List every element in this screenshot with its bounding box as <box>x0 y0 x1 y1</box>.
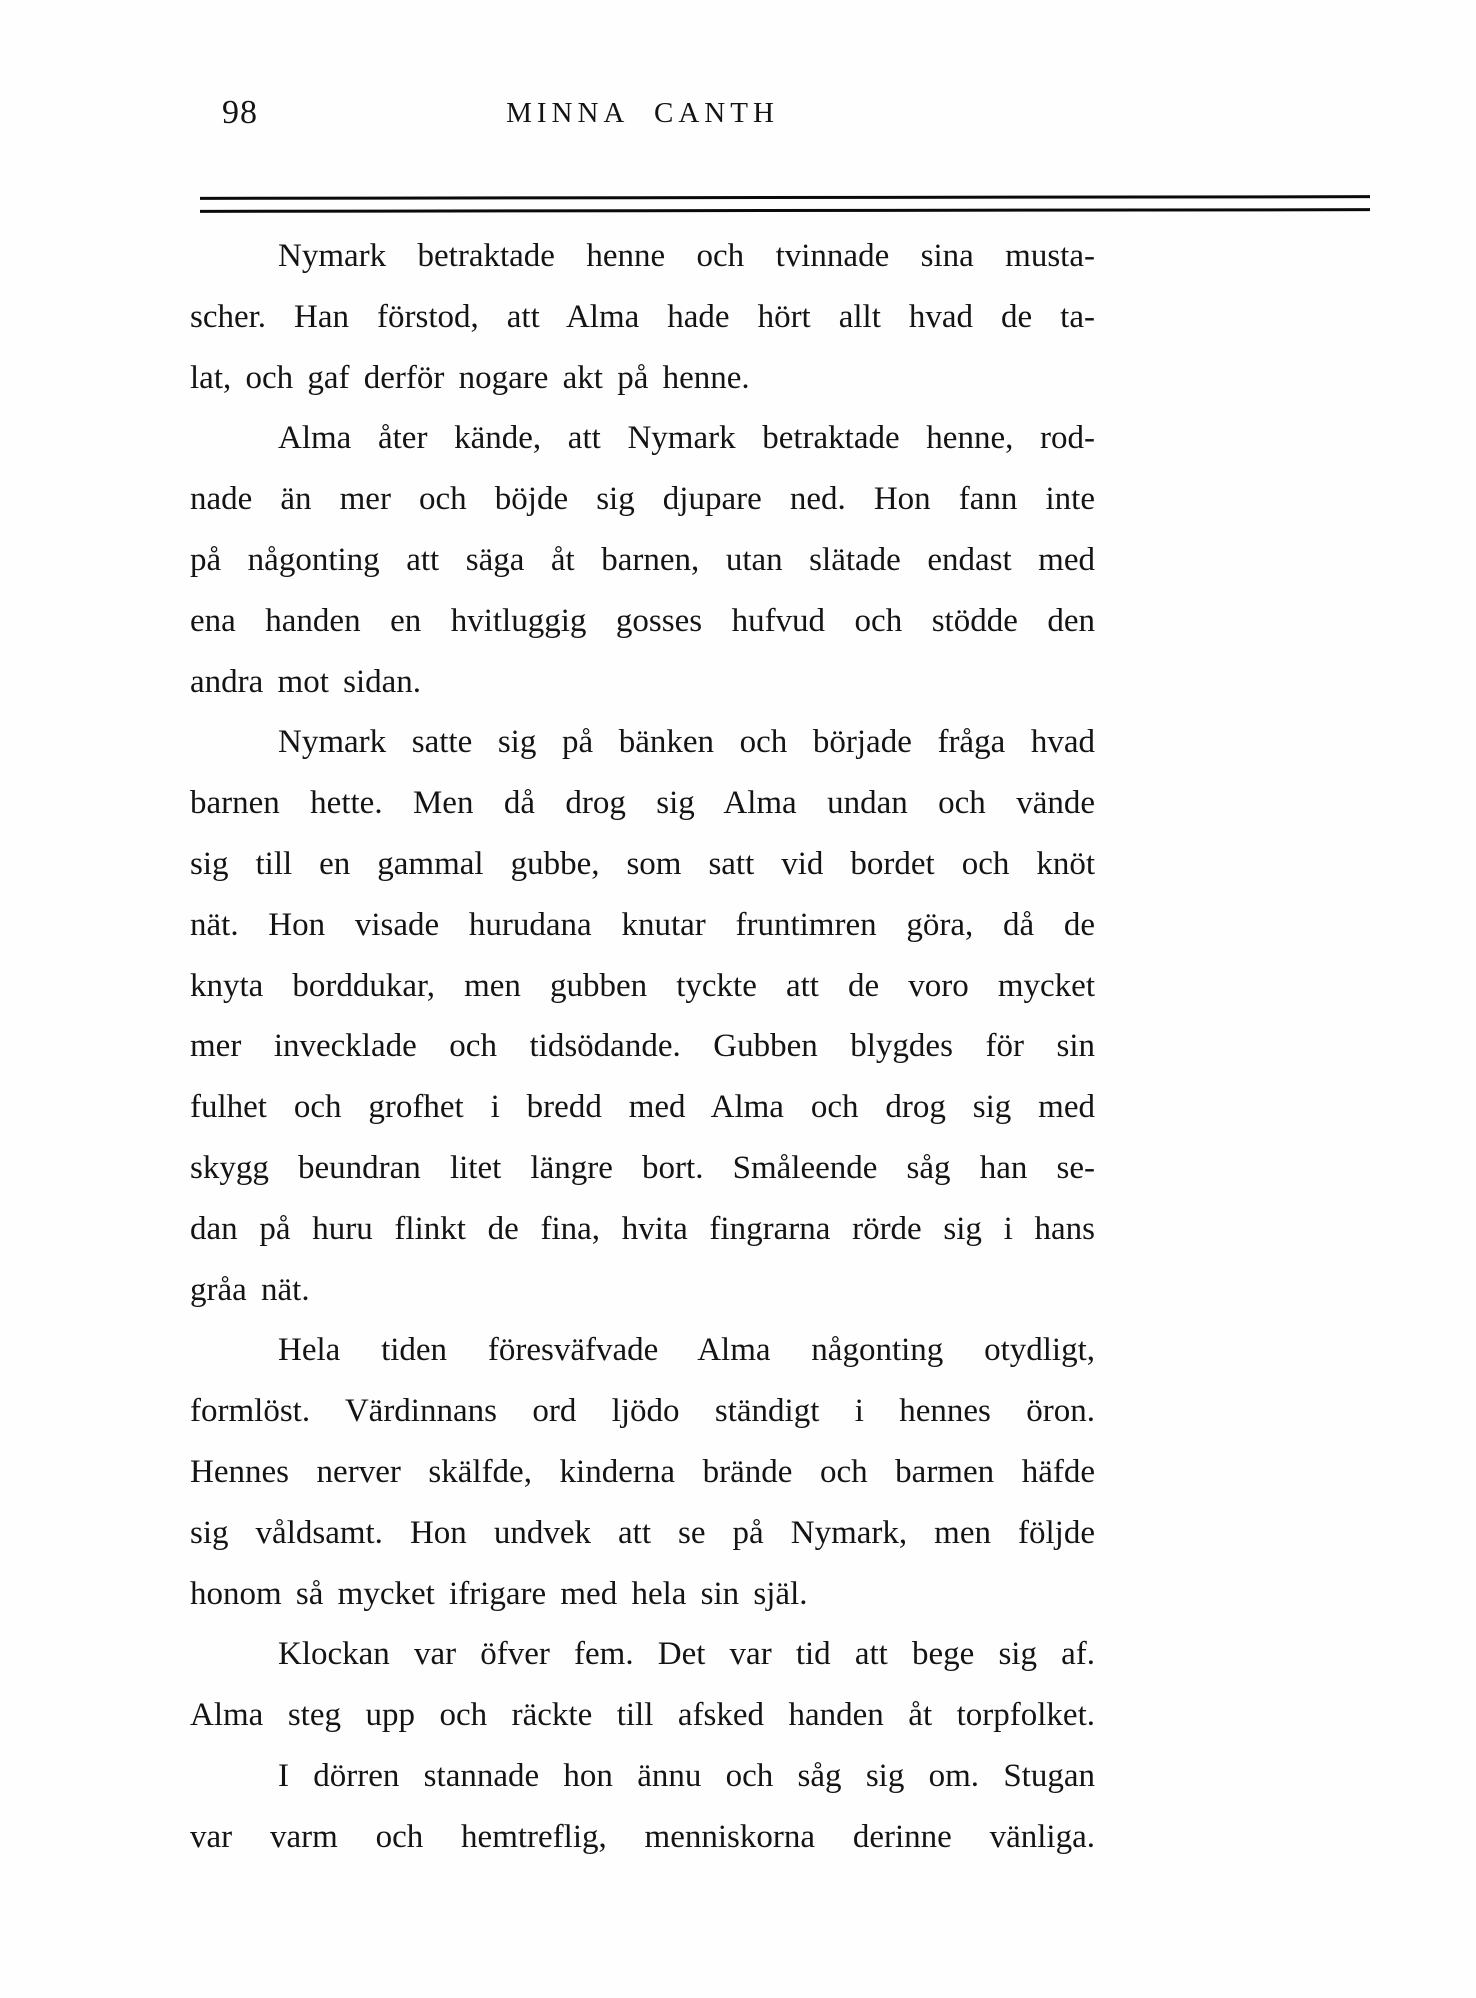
page-header <box>190 94 1095 138</box>
text-line: scher. Han förstod, att Alma hade hört allt hvad de ta- <box>190 298 1095 335</box>
text-line: Klockan var öfver fem. Det var tid att bege sig af. <box>278 1636 1095 1673</box>
text-line: nät. Hon visade hurudana knutar fruntimren göra, då de <box>190 906 1095 943</box>
text-line: mer invecklade och tidsödande. Gubben blygdes för sin <box>190 1028 1095 1065</box>
text-line: gråa nät. <box>190 1271 310 1308</box>
text-line: sig våldsamt. Hon undvek att se på Nymark, men följde <box>190 1514 1095 1551</box>
text-line: Hela tiden föresväfvade Alma någonting otydligt, <box>278 1332 1095 1369</box>
text-line: knyta borddukar, men gubben tyckte att de voro mycket <box>190 967 1095 1004</box>
page-number: 98 <box>222 94 258 131</box>
text-line: barnen hette. Men då drog sig Alma undan och vände <box>190 785 1095 822</box>
text-line: Alma steg upp och räckte till afsked handen åt torpfolket. <box>190 1697 1095 1734</box>
text-line: dan på huru flinkt de fina, hvita fingrarna rörde sig i hans <box>190 1210 1095 1247</box>
text-line: var varm och hemtreflig, menniskorna derinne vänliga. <box>190 1818 1095 1855</box>
text-line: på någonting att säga åt barnen, utan slätade endast med <box>190 541 1095 578</box>
text-line: Alma åter kände, att Nymark betraktade henne, rod- <box>278 420 1095 457</box>
paragraph <box>190 1624 1095 1746</box>
header-double-rule <box>200 195 1370 213</box>
text-line: formlöst. Värdinnans ord ljödo ständigt i hennes öron. <box>190 1393 1095 1430</box>
paragraph <box>190 1746 1095 1868</box>
text-line: nade än mer och böjde sig djupare ned. Hon fann inte <box>190 481 1095 518</box>
running-title: MINNA CANTH <box>506 97 779 129</box>
paragraph <box>190 226 1095 408</box>
text-line: andra mot sidan. <box>190 663 422 700</box>
text-line: ena handen en hvitluggig gosses hufvud och stödde den <box>190 602 1095 639</box>
text-line: Nymark satte sig på bänken och började fråga hvad <box>278 724 1095 761</box>
paragraph <box>190 712 1095 1320</box>
text-line: Hennes nerver skälfde, kinderna brände och barmen häfde <box>190 1453 1095 1490</box>
text-line: sig till en gammal gubbe, som satt vid bordet och knöt <box>190 845 1095 882</box>
paragraph <box>190 1320 1095 1624</box>
page-body <box>190 226 1095 1868</box>
text-line: skygg beundran litet längre bort. Småleende såg han se- <box>190 1149 1095 1186</box>
text-line: honom så mycket ifrigare med hela sin själ. <box>190 1575 808 1612</box>
paragraph <box>190 408 1095 712</box>
text-line: fulhet och grofhet i bredd med Alma och drog sig med <box>190 1089 1095 1126</box>
text-line: I dörren stannade hon ännu och såg sig om. Stugan <box>278 1757 1095 1794</box>
text-line: Nymark betraktade henne och tvinnade sina musta- <box>278 238 1095 274</box>
text-line: lat, och gaf derför nogare akt på henne. <box>190 359 750 396</box>
